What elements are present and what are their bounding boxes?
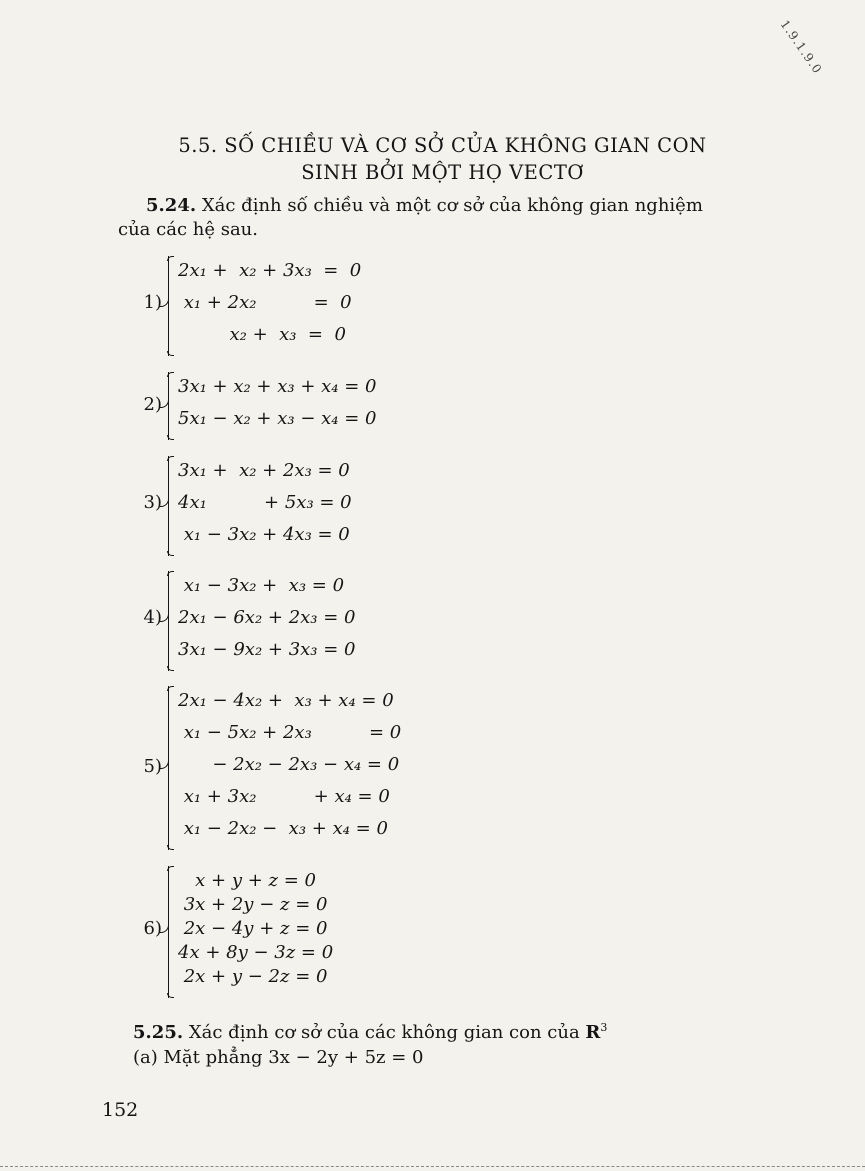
section-title-line2: SINH BỞI MỘT HỌ VECTƠ [301, 161, 584, 184]
library-stamp: 1.9.1.9.0 [777, 17, 825, 77]
equation: x₁ + 3x₂ + x₄ = 0 [178, 786, 390, 807]
system-label: 5) [143, 756, 162, 777]
equation: x₁ − 3x₂ + x₃ = 0 [178, 575, 345, 596]
system-label: 6) [143, 918, 162, 939]
equation: x₁ − 2x₂ − x₃ + x₄ = 0 [178, 818, 388, 839]
dimension-exponent: 3 [600, 1021, 608, 1034]
exercise-5-24 [146, 194, 776, 218]
exercise-number: 5.24. [146, 195, 197, 216]
equation: x + y + z = 0 [178, 870, 316, 891]
equation: 3x₁ + x₂ + 2x₃ = 0 [178, 460, 350, 481]
system-label: 3) [143, 492, 162, 513]
equation: 3x₁ − 9x₂ + 3x₃ = 0 [178, 639, 356, 660]
equation: 5x₁ − x₂ + x₃ − x₄ = 0 [178, 408, 377, 429]
system-label: 4) [143, 607, 162, 628]
equation: 2x₁ + x₂ + 3x₃ = 0 [178, 260, 362, 281]
equation: 3x₁ + x₂ + x₃ + x₄ = 0 [178, 376, 377, 397]
page-number: 152 [102, 1099, 139, 1121]
exercise-text: Xác định số chiều và một cơ sở của không gian nghiệm [196, 195, 703, 216]
equation: 2x₁ − 4x₂ + x₃ + x₄ = 0 [178, 690, 394, 711]
equation: 2x − 4y + z = 0 [178, 918, 328, 939]
exercise-text: Xác định cơ sở của các không gian con của [183, 1022, 586, 1043]
equation: − 2x₂ − 2x₃ − x₄ = 0 [178, 754, 400, 775]
section-title [170, 132, 715, 186]
bottom-edge-line [0, 1166, 865, 1167]
equation: x₂ + x₃ = 0 [178, 324, 346, 345]
equation: 3x + 2y − z = 0 [178, 894, 328, 915]
equation: 4x + 8y − 3z = 0 [178, 942, 334, 963]
system-label: 1) [143, 292, 162, 313]
equation: x₁ + 2x₂ = 0 [178, 292, 352, 313]
equation: x₁ − 5x₂ + 2x₃ = 0 [178, 722, 402, 743]
equation: 2x + y − 2z = 0 [178, 966, 328, 987]
equation: x₁ − 3x₂ + 4x₃ = 0 [178, 524, 350, 545]
exercise-number: 5.25. [133, 1022, 184, 1043]
section-title-line1: 5.5. SỐ CHIỀU VÀ CƠ SỞ CỦA KHÔNG GIAN CON [178, 134, 707, 157]
real-space-symbol: R [585, 1022, 601, 1043]
equation: 4x₁ + 5x₃ = 0 [178, 492, 352, 513]
system-label: 2) [143, 394, 162, 415]
equation: 2x₁ − 6x₂ + 2x₃ = 0 [178, 607, 356, 628]
exercise-5-25-part-a: (a) Mặt phẳng 3x − 2y + 5z = 0 [133, 1047, 424, 1068]
exercise-5-25 [133, 1016, 783, 1045]
exercise-5-24-line2: của các hệ sau. [118, 219, 258, 240]
